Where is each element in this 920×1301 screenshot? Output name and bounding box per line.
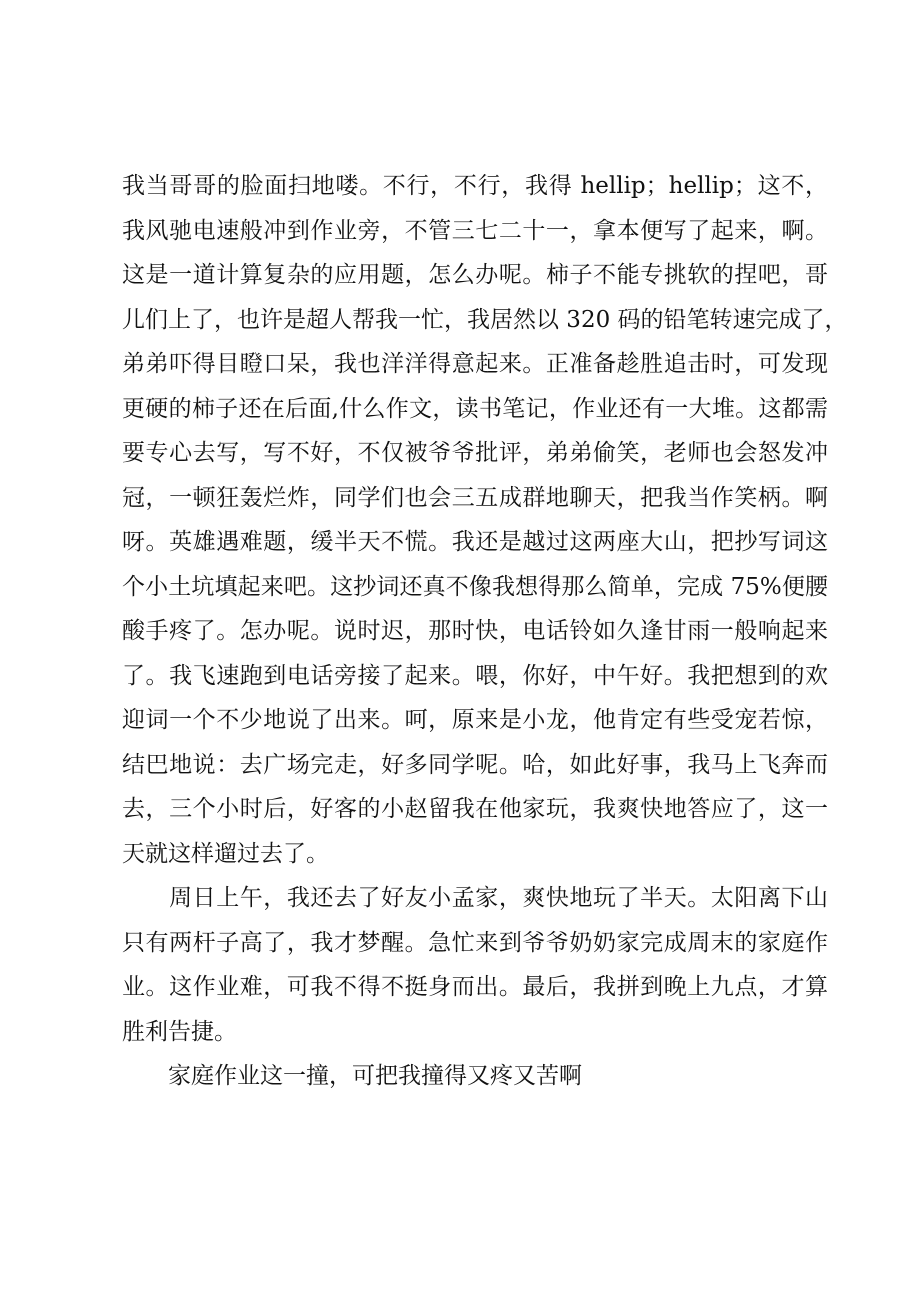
essay-body	[122, 164, 848, 1099]
paragraph-1	[122, 164, 848, 876]
text-line: 去，三个小时后，好客的小赵留我在他家玩，我爽快地答应了，这一	[122, 796, 828, 822]
text-line: 结巴地说：去广场完走，好多同学呢。哈，如此好事，我马上飞奔而	[122, 751, 828, 778]
text-line: 胜利告捷。	[122, 1018, 237, 1045]
text-line: 天就这样遛过去了。	[122, 840, 329, 867]
text-line: 酸手疼了。怎办呢。说时迟，那时快，电话铃如久逢甘雨一般响起来	[122, 618, 828, 644]
text-line: 只有两杆子高了，我才梦醒。急忙来到爷爷奶奶家完成周末的家庭作	[122, 929, 828, 956]
text-line: 冠，一顿狂轰烂炸，同学们也会三五成群地聊天，把我当作笑柄。啊	[122, 484, 828, 511]
text-line: 弟弟吓得目瞪口呆，我也洋洋得意起来。正准备趁胜追击时，可发现	[122, 351, 828, 377]
text-line: 我当哥哥的脸面扫地喽。不行，不行，我得 hellip；hellip；这不，	[122, 173, 828, 199]
text-line: 了。我飞速跑到电话旁接了起来。喂，你好，中午好。我把想到的欢	[122, 662, 828, 689]
paragraph-3	[122, 1054, 828, 1099]
text-line: 我风驰电速般冲到作业旁，不管三七二十一，拿本便写了起来，啊。	[122, 217, 828, 244]
text-line: 儿们上了，也许是超人帮我一忙，我居然以 320 码的铅笔转速完成了，	[122, 306, 848, 333]
text-line: 呀。英雄遇难题，缓半天不慌。我还是越过这两座大山，把抄写词这	[122, 529, 828, 555]
text-line: 个小土坑填起来吧。这抄词还真不像我想得那么简单，完成 75%便腰	[122, 573, 828, 600]
text-line: 要专心去写，写不好，不仅被爷爷批评，弟弟偷笑，老师也会怒发冲	[122, 440, 828, 466]
text-line: 周日上午，我还去了好友小孟家，爽快地玩了半天。太阳离下山	[122, 885, 828, 911]
text-line: 更硬的柿子还在后面,什么作文，读书笔记，作业还有一大堆。这都需	[122, 395, 828, 422]
text-line: 家庭作业这一撞，可把我撞得又疼又苦啊	[122, 1063, 582, 1089]
text-line: 这是一道计算复杂的应用题，怎么办呢。柿子不能专挑软的捏吧，哥	[122, 262, 828, 288]
text-line: 迎词一个不少地说了出来。呵，原来是小龙，他肯定有些受宠若惊，	[122, 707, 828, 733]
text-line: 业。这作业难，可我不得不挺身而出。最后，我拼到晚上九点，才算	[122, 974, 828, 1000]
paragraph-2	[122, 876, 828, 1054]
